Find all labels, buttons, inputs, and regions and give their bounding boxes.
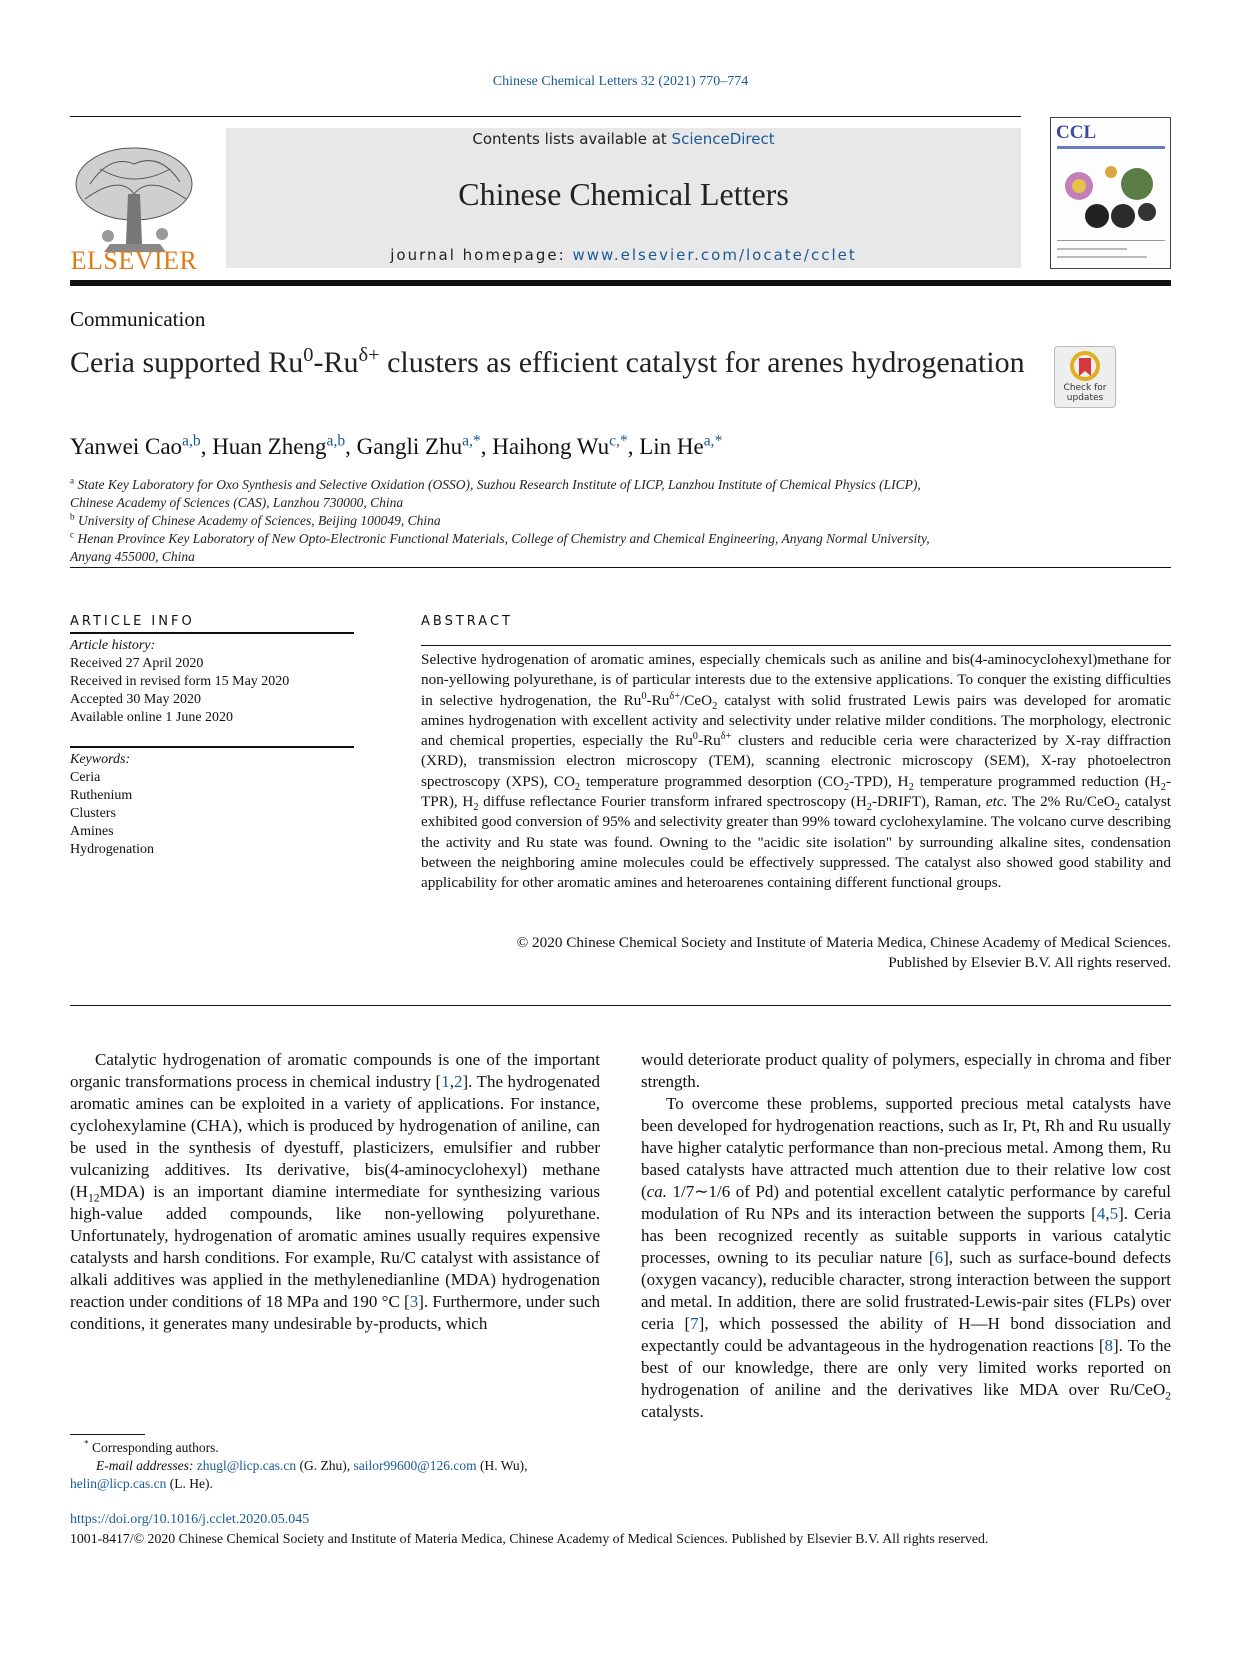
affil-label: c xyxy=(70,529,75,540)
running-head[interactable]: Chinese Chemical Letters 32 (2021) 770–774 xyxy=(492,74,749,89)
affil-text: State Key Laboratory for Oxo Synthesis and Selective Oxidation (OSSO), Suzhou Research Institute of LICP, Lanzhou Institute of Chemical Physics (LICP), xyxy=(77,477,921,492)
contents-line xyxy=(226,130,1021,148)
corresponding-line: * Corresponding authors. xyxy=(84,1438,219,1455)
received-date: Received 27 April 2020 xyxy=(70,656,204,671)
body-paragraph: would deteriorate product quality of polymers, especially in chroma and fiber strength. xyxy=(641,1050,1171,1091)
check-for-updates-button[interactable] xyxy=(1054,346,1116,408)
title-part3: clusters as efficient catalyst for arenes hydrogenation xyxy=(379,346,1025,379)
body-column-left xyxy=(70,1049,600,1335)
affiliation-c-cont: Anyang 455000, China xyxy=(70,549,195,564)
author-name[interactable]: Haihong Wu xyxy=(492,434,610,459)
author-affil-mark[interactable]: a,b xyxy=(326,432,346,450)
affil-text: Henan Province Key Laboratory of New Opto-Electronic Functional Materials, College of Chemistry and Chemical Engineering, Anyang Normal University, xyxy=(77,531,930,546)
title-part1: Ceria supported Ru xyxy=(70,346,304,379)
info-rule xyxy=(70,746,354,748)
affil-label: a xyxy=(70,475,75,486)
keyword: Ruthenium xyxy=(70,788,133,803)
abstract-heading: ABSTRACT xyxy=(421,614,513,629)
author-name[interactable]: Lin He xyxy=(639,434,704,459)
contents-prefix: Contents lists available at xyxy=(472,130,672,148)
sciencedirect-link[interactable]: ScienceDirect xyxy=(671,130,775,148)
affiliation-c xyxy=(70,530,1070,548)
citation-link[interactable]: 4 xyxy=(1096,1204,1106,1223)
abstract-text: Selective hydrogenation of aromatic amines, especially chemicals such as aniline and bis(4-aminocyclohexyl)methane for non-yellowing polyurethane, is of particular interests due to the extensive applications. To conquer the existing difficulties in selective hydrogenation, the $Ru^0-Ru^{\delta+}/CeO_2$ catalyst with solid frustrated Lewis pairs was developed for aromatic amines hydrogenation with excellent activity and selectivity under relative milder conditions. The morphology, electronic and chemical properties, especially the $Ru^0-Ru^{\delta+}$ clusters and reducible ceria were characterized by X-ray diffraction (XRD), transmission electron microscopy (TEM), scanning electronic microscopy (SEM), X-ray photoelectron spectroscopy (XPS), $CO_2$ temperature programmed desorption $(CO_2-TPD)$, $H_2$ temperature programmed reduction $(H_2-TPR)$, $H_2$ diffuse reflectance Fourier transform infrared spectroscopy $(H_2-DRIFT)$, Raman, etc. The 2% Ru/CeO$_2$ catalyst exhibited good conversion of 95% and selectivity greater than 99% toward cyclohexylamine. The volcano curve describing the activity and Ru state was found. Owning to the "acidic site isolation" by surrounding alkaline sites, condensation between the neighboring amine molecules could be effectively suppressed. The catalyst also showed good stability and applicability for other aromatic amines and heteroarenes containing different functional groups. xyxy=(421,651,1172,892)
citation-link[interactable]: 2 xyxy=(453,1072,463,1091)
copyright-line2: Published by Elsevier B.V. All rights reserved. xyxy=(888,954,1171,972)
email-link[interactable]: zhugl@licp.cas.cn xyxy=(196,1458,297,1473)
title-sup2: δ+ xyxy=(358,344,380,366)
copyright-line1: © 2020 Chinese Chemical Society and Institute of Materia Medica, Chinese Academy of Medical Sciences. xyxy=(516,934,1171,951)
affiliations xyxy=(70,476,1070,566)
keywords-block xyxy=(70,751,360,859)
keywords-label: Keywords: xyxy=(70,752,131,767)
email-link[interactable]: sailor99600@126.com xyxy=(353,1458,477,1473)
citation-link[interactable]: 7 xyxy=(690,1314,699,1333)
keyword: Clusters xyxy=(70,806,116,821)
email-line: E-mail addresses: zhugl@licp.cas.cn (G. Zhu), sailor99600@126.com (H. Wu), xyxy=(96,1458,528,1473)
cover-title: CCL xyxy=(1056,122,1097,143)
doi-link[interactable]: https://doi.org/10.1016/j.cclet.2020.05.045 xyxy=(70,1512,310,1527)
revised-date: Received in revised form 15 May 2020 xyxy=(70,674,290,689)
check-updates-label: Check for updates xyxy=(1063,383,1107,403)
author-list: Yanwei Cao$^{a,b}$, Huan Zheng$^{a,b}$, Gangli Zhu$^{a,*}$, Haihong $Wu^{c,*}$, Lin $He^{a,*}$ xyxy=(70,432,723,459)
author-name[interactable]: Gangli Zhu xyxy=(356,434,463,459)
citation-link[interactable]: 5 xyxy=(1109,1204,1119,1223)
affiliation-a xyxy=(70,476,1070,494)
abstract-rule xyxy=(421,645,1171,646)
body-paragraph: To overcome these problems, supported precious metal catalysts have been developed for hydrogenation reactions, such as Ir, Pt, Rh and Ru usually have higher catalytic performance than non-precious metal. Among them, Ru based catalysts have attracted much attention due to their relative low cost (ca. 1/7∼1/6 of Pd) and potential excellent catalytic performance by careful modulation of Ru NPs and its interaction between the supports [4,5]. Ceria has been recognized recently as suitable supports in various catalytic processes, owning to its peculiar nature [6], such as surface-bound defects (oxygen vacancy), reducible character, strong interaction between the support and metal. In addition, there are solid frustrated-Lewis-pair sites (FLPs) over ceria [7], which possessed the ability of H—H bond dissociation and expectantly could be advantageous in the hydrogenation reactions [8]. To the best of our knowledge, there are only very limited works reported on hydrogenation of aniline and the derivatives like MDA over Ru/CeO$_2$ catalysts. xyxy=(641,1094,1171,1421)
abstract-copyright xyxy=(421,933,1171,974)
article-info-heading: ARTICLE INFO xyxy=(70,614,195,629)
homepage-prefix: journal homepage: xyxy=(390,246,573,264)
author-affil-mark[interactable]: c,* xyxy=(609,432,628,450)
article-type: Communication xyxy=(70,307,206,331)
email-link[interactable]: helin@licp.cas.cn xyxy=(70,1476,167,1491)
title-part2: -Ru xyxy=(313,346,359,379)
affiliation-b xyxy=(70,512,1070,530)
corresponding-footnote xyxy=(70,1439,610,1493)
author-name[interactable]: Huan Zheng xyxy=(212,434,327,459)
section-divider xyxy=(70,567,1171,568)
body-column-right xyxy=(641,1049,1171,1423)
author-name[interactable]: Yanwei Cao xyxy=(70,434,183,459)
history-label: Article history: xyxy=(70,638,156,653)
online-date: Available online 1 June 2020 xyxy=(70,710,234,725)
check-updates-icon xyxy=(1055,349,1115,385)
affil-label: b xyxy=(70,511,75,522)
section-divider xyxy=(70,1005,1171,1006)
article-history xyxy=(70,637,360,727)
footnote-rule xyxy=(70,1434,145,1435)
citation-link[interactable]: 1 xyxy=(441,1072,450,1091)
citation-link[interactable]: 3 xyxy=(409,1292,419,1311)
homepage-link[interactable]: www.elsevier.com/locate/cclet xyxy=(572,246,857,264)
journal-name: Chinese Chemical Letters xyxy=(458,176,789,212)
author-affil-mark[interactable]: a,* xyxy=(703,432,723,450)
header-thick-rule xyxy=(70,280,1171,286)
accepted-date: Accepted 30 May 2020 xyxy=(70,692,202,707)
email-line: helin@licp.cas.cn (L. He). xyxy=(70,1476,213,1491)
article-title xyxy=(70,344,1030,382)
author-affil-mark[interactable]: a,* xyxy=(462,432,481,450)
keyword: Amines xyxy=(70,824,114,839)
homepage-line xyxy=(226,246,1021,264)
elsevier-wordmark: ELSEVIER xyxy=(70,246,198,275)
affil-text: University of Chinese Academy of Sciences, Beijing 100049, China xyxy=(77,513,441,528)
footer-copyright: 1001-8417/© 2020 Chinese Chemical Society and Institute of Materia Medica, Chinese Academy of Medical Sciences. Published by Elsevier B.V. All rights reserved. xyxy=(70,1531,989,1546)
top-rule xyxy=(70,116,1021,117)
affiliation-a-cont: Chinese Academy of Sciences (CAS), Lanzhou 730000, China xyxy=(70,495,404,510)
keyword: Hydrogenation xyxy=(70,842,154,857)
keyword: Ceria xyxy=(70,770,101,785)
citation-link[interactable]: 8 xyxy=(1104,1336,1114,1355)
body-paragraph: Catalytic hydrogenation of aromatic compounds is one of the important organic transformations process in chemical industry [1,2]. The hydrogenated aromatic amines can be exploited in a variety of applications. For instance, cyclohexylamine (CHA), which is produced by hydrogenation of aniline, can be used in the synthesis of dyestuff, plasticizers, emulsifier and rubber vulcanizing additives. Its derivative, bis(4-aminocyclohexyl) methane $(H_{12}MDA)$ is an important diamine intermediate for synthesizing various high-value added compounds, like non-yellowing polyurethane. Unfortunately, hydrogenation of aromatic amines usually requires expensive catalysts and harsh conditions. For example, Ru/C catalyst with assistance of alkali additives was applied in the methylenedianline (MDA) hydrogenation reaction under conditions of 18 MPa and 190 °C [3]. Furthermore, under such conditions, it generates many undesirable by-products, which xyxy=(70,1050,600,1333)
cover-art-image xyxy=(1051,118,1171,269)
author-affil-mark[interactable]: a,b xyxy=(182,432,201,450)
info-rule xyxy=(70,632,354,634)
title-sup1: 0 xyxy=(303,344,314,366)
citation-link[interactable]: 6 xyxy=(934,1248,944,1267)
journal-cover-thumbnail[interactable] xyxy=(1050,117,1171,269)
